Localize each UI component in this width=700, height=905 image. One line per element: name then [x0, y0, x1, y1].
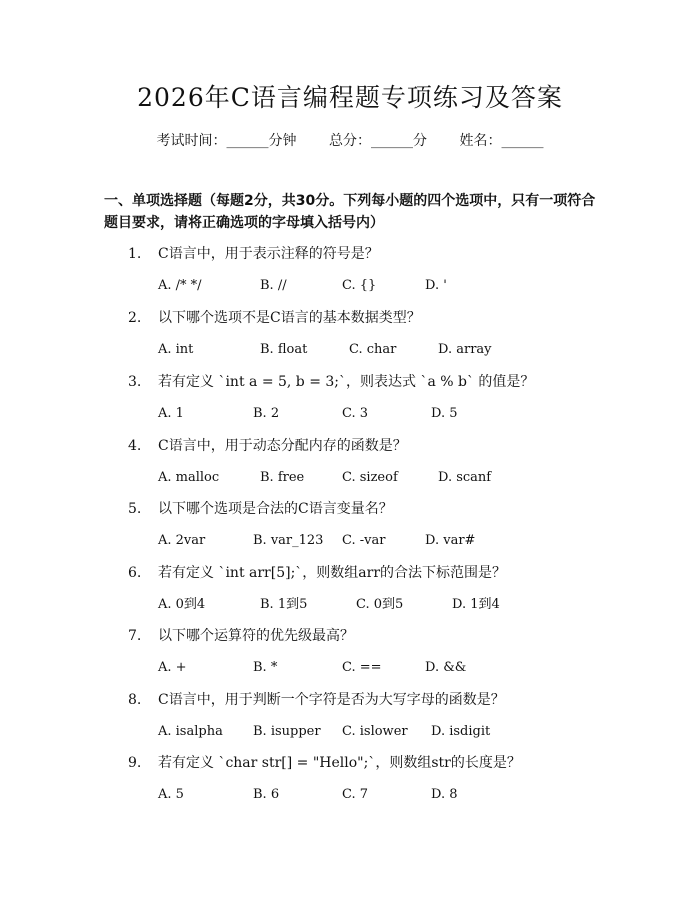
question-text: 若有定义 `int a = 5, b = 3;`，则表达式 `a % b` 的值是？: [158, 374, 535, 390]
exam-meta: [0, 131, 700, 151]
answer-option: C. char: [349, 342, 397, 357]
answer-option: B. 2: [253, 406, 280, 421]
answer-option: D. var#: [425, 533, 476, 548]
answer-option: C. ==: [342, 660, 382, 675]
answer-option: B. var_123: [253, 533, 324, 548]
question-text: C语言中，用于表示注释的符号是？: [158, 246, 379, 262]
question-text: 以下哪个运算符的优先级最高？: [158, 628, 354, 644]
question-number: 2.: [128, 310, 142, 326]
answer-option: C. -var: [342, 533, 386, 548]
question-number: 3.: [128, 374, 142, 390]
answer-option: D. &&: [425, 660, 467, 675]
answer-option: B. free: [260, 470, 305, 485]
exam-time-field: 考试时间：______分钟: [156, 133, 297, 149]
answer-option: D. 8: [431, 787, 458, 802]
answer-option: A. 5: [158, 787, 184, 802]
answer-option: D. scanf: [438, 470, 492, 485]
answer-option: C. islower: [342, 724, 408, 739]
answer-option: A. +: [158, 660, 187, 675]
answer-option: C. {}: [342, 278, 377, 293]
question-number: 5.: [128, 501, 142, 517]
answer-option: D. ': [425, 278, 447, 293]
question-text: 以下哪个选项是合法的C语言变量名？: [158, 501, 393, 517]
section-heading: 一、单项选择题（每题2分，共30分。下列每小题的四个选项中，只有一项符合题目要求，请将正确选项的字母填入括号内）: [104, 193, 596, 231]
answer-option: A. isalpha: [158, 724, 223, 739]
total-score-field: 总分：______分: [329, 133, 427, 149]
answer-option: D. isdigit: [431, 724, 491, 739]
question-number: 6.: [128, 565, 142, 581]
answer-option: A. malloc: [158, 470, 220, 485]
answer-option: B. //: [260, 278, 287, 293]
student-name-field: 姓名：______: [459, 133, 544, 149]
answer-option: B. *: [253, 660, 278, 675]
answer-option: A. 0到4: [158, 597, 206, 612]
answer-option: B. float: [260, 342, 308, 357]
question-number: 1.: [128, 246, 142, 262]
answer-option: D. array: [438, 342, 492, 357]
question-text: 若有定义 `char str[] = "Hello";`，则数组str的长度是？: [158, 755, 521, 771]
answer-option: C. 7: [342, 787, 369, 802]
answer-option: D. 1到4: [452, 597, 500, 612]
answer-option: A. 1: [158, 406, 184, 421]
answer-option: B. 6: [253, 787, 280, 802]
answer-option: B. 1到5: [260, 597, 308, 612]
question-number: 7.: [128, 628, 142, 644]
page-title: 2026年C语言编程题专项练习及答案: [137, 83, 563, 112]
question-number: 9.: [128, 755, 142, 771]
answer-option: C. 3: [342, 406, 369, 421]
answer-option: C. 0到5: [356, 597, 404, 612]
question-text: C语言中，用于判断一个字符是否为大写字母的函数是？: [158, 692, 505, 708]
answer-option: D. 5: [431, 406, 458, 421]
answer-option: A. /* */: [158, 278, 202, 293]
question-number: 4.: [128, 438, 142, 454]
question-text: 以下哪个选项不是C语言的基本数据类型？: [158, 310, 421, 326]
answer-option: B. isupper: [253, 724, 321, 739]
answer-option: A. 2var: [158, 533, 206, 548]
answer-option: C. sizeof: [342, 470, 398, 485]
question-text: C语言中，用于动态分配内存的函数是？: [158, 438, 407, 454]
question-number: 8.: [128, 692, 142, 708]
question-text: 若有定义 `int arr[5];`，则数组arr的合法下标范围是？: [158, 565, 507, 581]
answer-option: A. int: [158, 342, 194, 357]
